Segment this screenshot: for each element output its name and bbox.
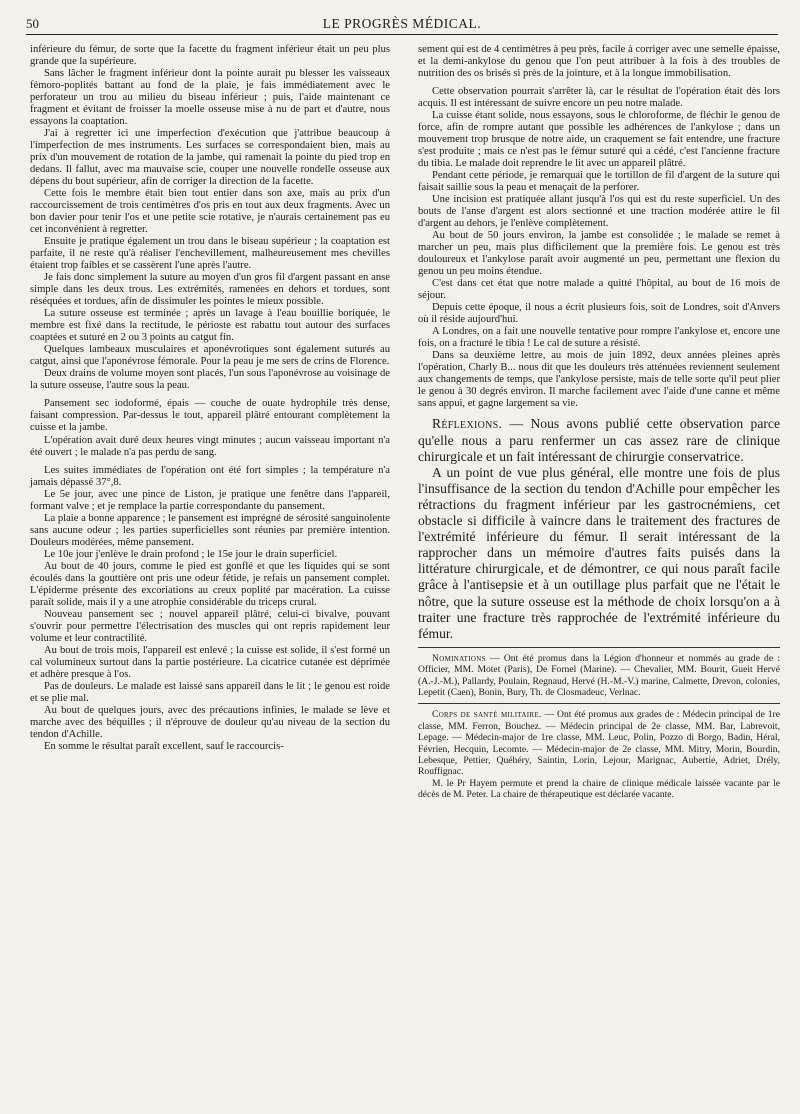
nominations-text: — Ont été promus dans la Légion d'honneur et nommés au grade de : Officier, MM. Motet (Paris), De Fornel (Marine). — Chevalier, MM. Bourit, Gueit Hervé (A.-J.-M.), Pallardy, Poulain, Regnaud, Hervé (H.-M.-V.) marine, Calmette, Drevon, colonies, Lepetit (Caen), Bonin, Bury, Th. de Closmadeuc, Verlnac.	[418, 652, 780, 698]
paragraph: En somme le résultat paraît excellent, sauf le raccourcis-	[44, 740, 284, 752]
reflexions-paragraph-2: A un point de vue plus général, elle montre une fois de plus l'insuffisance de la section du tendon d'Achille pour empêcher les rétractions du fragment inférieur par les gastrocnémiens, cet obstacle si difficile à vaincre dans le traitement des fractures de l'extrémité inférieure du fémur. Il serait intéressant de la rapprocher dans un mémoire d'autres faits puisés dans la littérature chirurgicale, et de démontrer, ce qui nous paraît facile grâce à l'antisepsie et à un outillage plus parfait que ne l'était le nôtre, que la suture osseuse est la méthode de choix lorsqu'on a à traiter une fracture très rapprochée de l'extrémité inférieure du fémur.	[418, 464, 780, 641]
nominations-paragraph	[418, 653, 780, 699]
paragraph: Une incision est pratiquée allant jusqu'à l'os qui est du reste superficiel. Un des bouts de l'anse d'argent est alors sectionné et une traction modérée attire le fil d'argent au dehors, je l'enlève complètement.	[418, 194, 780, 230]
reflexions-label: Réflexions.	[432, 416, 503, 432]
right-column-paragraphs	[418, 44, 780, 416]
journal-title: LE PROGRÈS MÉDICAL.	[322, 16, 482, 31]
paragraph: La plaie a bonne apparence ; le pansement est imprégné de sérosité sanguinolente sans aucune odeur ; les parties superficielles sont réunies par première intention. Douleurs modérées, même pansement.	[30, 512, 390, 548]
paragraph: Quelques lambeaux musculaires et aponévrotiques sont également suturés au catgut, ainsi que l'aponévrose fémorale. Pour la peau je me sers de crins de Florence.	[30, 344, 390, 368]
paragraph: Les suites immédiates de l'opération ont été fort simples ; la température n'a jamais dépassé 37°,8.	[30, 464, 390, 488]
paragraph: La suture osseuse est terminée ; après un lavage à l'eau bouillie boriquée, le membre est fixé dans la rectitude, le périoste est rabattu tout autour des surfaces coaptées et suturé en 2 ou 3 points au catgut fin.	[30, 308, 390, 344]
paragraph: Deux drains de volume moyen sont placés, l'un sous l'aponévrose au voisinage de la suture osseuse, l'autre sous la peau.	[30, 368, 390, 392]
paragraph: La cuisse étant solide, nous essayons, sous le chloroforme, de fléchir le genou de force, afin de rompre autant que possible les adhérences de l'ankylose ; dans un mouvement trop brusque de notre aide, un craquement se fait entendre, une fracture s'est produite ; mais ce n'est pas le fémur suturé qui a cédé, c'est l'ancienne fracture du tibia. Le malade doit reprendre le lit avec un appareil plâtré.	[418, 110, 780, 170]
paragraph: Au bout de trois mois, l'appareil est enlevé ; la cuisse est solide, il s'est formé un cal volumineux surtout dans la partie postérieure. La cicatrice cutanée est déprimée et adhère presque à l'os.	[30, 644, 390, 680]
right-column	[418, 44, 780, 801]
paragraph: Au bout de 50 jours environ, la jambe est consolidée ; le malade se remet à marcher un peu, mais plus difficilement que la première fois. Le genou est très douloureux et l'ankylose paraît avoir augmenté un peu, permettant une flexion du genou un peu moins étendue.	[418, 230, 780, 278]
paragraph: Je fais donc simplement la suture au moyen d'un gros fil d'argent passant en anse simple dans les deux trous. Les extrémités, ramenées en dehors et tordues, sont réséquées et tordues, afin de dissimuler les pointes le mieux possible.	[30, 272, 390, 308]
paragraph: L'opération avait duré deux heures vingt minutes ; aucun vaisseau important n'a été ouvert ; le malade n'a pas perdu de sang.	[30, 434, 390, 458]
nominations-label: Nominations	[432, 652, 486, 664]
page-header	[26, 12, 778, 35]
reflexions-paragraph	[418, 416, 780, 464]
paragraph: inférieure du fémur, de sorte que la facette du fragment inférieur était un peu plus grande que la supérieure.	[30, 44, 390, 68]
paragraph: J'ai à regretter ici une imperfection d'exécution que j'attribue beaucoup à l'imperfection de mes instruments. Les surfaces se correspondaient bien, mais au prix d'un mouvement de rotation de la jambe, qui ramenait la pointe du pied trop en dedans. Il fallut, avec ma mauvaise scie, couper une nouvelle rondelle osseuse aux dépens du bout supérieur, afin de corriger la direction de la facette.	[30, 128, 390, 188]
page-number: 50	[26, 16, 39, 31]
paragraph: Ensuite je pratique également un trou dans le biseau supérieur ; la coaptation est parfaite, il ne reste qu'à réaliser l'enchevillement, malheureusement mes chevilles étaient trop faibles et se cassèrent l'une après l'autre.	[30, 236, 390, 272]
section-divider	[418, 647, 780, 648]
paragraph: Dans sa deuxième lettre, au mois de juin 1892, deux années pleines après l'opération, Charly B... nous dit que les douleurs très atténuées reviennent seulement aux changements de temps, que l'ankylose persiste, mais de telle sorte qu'il peut plier le genou à 30 degrés environ. Il marche facilement avec l'aide d'une canne et même sans appui, et gagne largement sa vie.	[418, 350, 780, 410]
paragraph: Pendant cette période, je remarquai que le tortillon de fil d'argent de la suture qui faisait saillie sous la peau et menaçait de la perforer.	[418, 170, 780, 194]
paragraph: Cette fois le membre était bien tout entier dans son axe, mais au prix d'un raccourcissement de trois centimètres d'os pris en tout aux deux fragments. Avec un bon davier pour tenir l'os et une petite scie rotative, je n'aurais certainement pas eu cet inconvénient à regretter.	[30, 188, 390, 236]
paragraph: A Londres, on a fait une nouvelle tentative pour rompre l'ankylose et, encore une fois, on a fracturé le tibia ! Le cal de suture a résisté.	[418, 326, 780, 350]
paragraph: Sans lâcher le fragment inférieur dont la pointe aurait pu blesser les vaisseaux fémoro-poplités battant au fond de la plaie, je fais immédiatement avec le perforateur un trou au milieu du biseau inférieur ; puis, l'aide maintenant ce fragment et évitant de froisser la moelle osseuse mise à nu de part et d'autre, nous essayons la coaptation.	[30, 68, 390, 128]
paragraph: Pansement sec iodoformé, épais — couche de ouate hydrophile très dense, faisant compression. Par-dessus le tout, appareil plâtré entourant complètement la cuisse et la jambe.	[30, 398, 390, 434]
paragraph: Depuis cette époque, il nous a écrit plusieurs fois, soit de Londres, soit d'Anvers où il réside aujourd'hui.	[418, 302, 780, 326]
paragraph: Le 10e jour j'enlève le drain profond ; le 15e jour le drain superficiel.	[44, 548, 338, 560]
hayem-paragraph: M. le Pr Hayem permute et prend la chaire de clinique médicale laissée vacante par le décès de M. Peter. La chaire de thérapeutique est déclarée vacante.	[418, 777, 780, 801]
paragraph: C'est dans cet état que notre malade a quitté l'hôpital, au bout de 16 mois de séjour.	[418, 278, 780, 302]
corps-sante-label: Corps de santé militaire.	[432, 709, 542, 721]
paragraph: Pas de douleurs. Le malade est laissé sans appareil dans le lit ; le genou est roide et se plie mal.	[30, 680, 390, 704]
left-column	[30, 44, 390, 753]
paragraph: Au bout de 40 jours, comme le pied est gonflé et que les liquides qui se sont écoulés dans la gouttière ont pris une odeur fétide, je refais un pansement complet. L'épiderme présente des excoriations au creux poplité par macération. La cuisse paraît solide, mais il y a une atrophie considérable du triceps crural.	[30, 560, 390, 608]
paragraph: Nouveau pansement sec ; nouvel appareil plâtré, celui-ci bivalve, pouvant s'ouvrir pour permettre l'électrisation des muscles qui ont repris rapidement leur volume et leur contractilité.	[30, 608, 390, 644]
paragraph: Le 5e jour, avec une pince de Liston, je pratique une fenêtre dans l'appareil, formant valve ; et je remplace la partie correspondante du pansement.	[30, 488, 390, 512]
reflexions-text: — Nous avons publié cette observation parce qu'elle nous a paru renfermer un cas assez rare de clinique chirurgicale et un fait intéressant de chirurgie conservatrice.	[418, 416, 780, 464]
corps-sante-paragraph	[418, 709, 780, 777]
corps-sante-text: — Ont été promus aux grades de : Médecin principal de 1re classe, MM. Ferron, Bouchez. — Médecin principal de 2e classe, MM. Bar, Labrevoit, Lepage. — Médecin-major de 1re classe, MM. Leuc, Polin, Pozzo di Borgo, Badin, Héral, Févrien, Hecquin, Lecomte. — Médecin-major de 2e classe, MM. Mitry, Morin, Bourdin, Lebesque, Pettier, Quéhéry, Saintin, Lorin, Lejour, Marignac, Aubertie, Adriet, Drély, Rouffignac.	[418, 709, 780, 778]
paragraph: sement qui est de 4 centimètres à peu près, facile à corriger avec une semelle épaisse, et la demi-ankylose du genou que l'on peut attribuer à la fois à des troubles de nutrition des os brisés si près de la jointure, et à la longue immobilisation.	[418, 44, 780, 80]
section-divider	[418, 703, 780, 704]
paragraph: Cette observation pourrait s'arrêter là, car le résultat de l'opération était dès lors acquis. Il est intéressant de suivre encore un peu notre malade.	[418, 86, 780, 110]
paragraph: Au bout de quelques jours, avec des précautions infinies, le malade se lève et marche avec des béquilles ; il n'éprouve de douleur qu'au niveau de la section du tendon d'Achille.	[30, 704, 390, 740]
